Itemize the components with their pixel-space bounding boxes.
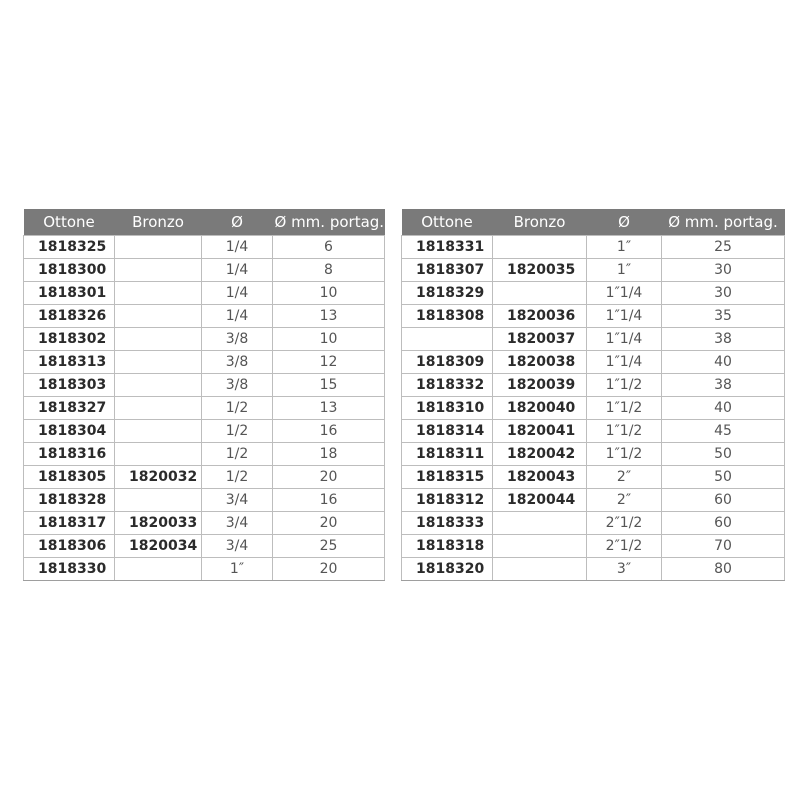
mm-portag-cell: 8 [273, 259, 385, 282]
ottone-code-cell: 1818320 [402, 558, 493, 581]
diameter-cell: 1/4 [202, 282, 273, 305]
ottone-code-cell: 1818307 [402, 259, 493, 282]
mm-portag-cell: 20 [273, 512, 385, 535]
table-row [24, 305, 385, 328]
diameter-cell: 1″1/4 [587, 328, 662, 351]
mm-portag-cell: 45 [662, 420, 785, 443]
table-row [24, 397, 385, 420]
mm-portag-cell: 30 [662, 282, 785, 305]
diameter-cell: 1/2 [202, 420, 273, 443]
table-row [402, 374, 785, 397]
ottone-code-cell: 1818332 [402, 374, 493, 397]
header-bronzo: Bronzo [493, 209, 587, 236]
header-ottone: Ottone [402, 209, 493, 236]
ottone-code-cell: 1818327 [24, 397, 115, 420]
ottone-code-cell: 1818333 [402, 512, 493, 535]
mm-portag-cell: 15 [273, 374, 385, 397]
bronzo-code-cell [115, 236, 202, 259]
table-row [24, 443, 385, 466]
bronzo-code-cell [115, 259, 202, 282]
right-table-body [402, 236, 785, 581]
mm-portag-cell: 50 [662, 466, 785, 489]
mm-portag-cell: 80 [662, 558, 785, 581]
table-row [24, 420, 385, 443]
bronzo-code-cell: 1820044 [493, 489, 587, 512]
ottone-code-cell: 1818312 [402, 489, 493, 512]
table-row [402, 328, 785, 351]
ottone-code-cell: 1818305 [24, 466, 115, 489]
bronzo-code-cell [493, 535, 587, 558]
ottone-code-cell: 1818314 [402, 420, 493, 443]
bronzo-code-cell [493, 558, 587, 581]
mm-portag-cell: 18 [273, 443, 385, 466]
table-row [402, 397, 785, 420]
ottone-code-cell: 1818317 [24, 512, 115, 535]
mm-portag-cell: 30 [662, 259, 785, 282]
ottone-code-cell: 1818330 [24, 558, 115, 581]
bronzo-code-cell: 1820043 [493, 466, 587, 489]
diameter-cell: 3/4 [202, 535, 273, 558]
mm-portag-cell: 40 [662, 351, 785, 374]
diameter-cell: 1/4 [202, 305, 273, 328]
table-row [24, 489, 385, 512]
bronzo-code-cell [115, 489, 202, 512]
table-row [402, 558, 785, 581]
table-row [402, 489, 785, 512]
ottone-code-cell: 1818308 [402, 305, 493, 328]
mm-portag-cell: 38 [662, 374, 785, 397]
diameter-cell: 1/2 [202, 397, 273, 420]
table-row [402, 420, 785, 443]
mm-portag-cell: 60 [662, 489, 785, 512]
mm-portag-cell: 16 [273, 420, 385, 443]
header-bronzo: Bronzo [115, 209, 202, 236]
ottone-code-cell [402, 328, 493, 351]
left-table-body [24, 236, 385, 581]
table-row [24, 466, 385, 489]
ottone-code-cell: 1818316 [24, 443, 115, 466]
mm-portag-cell: 70 [662, 535, 785, 558]
table-row [24, 282, 385, 305]
bronzo-code-cell [115, 328, 202, 351]
diameter-cell: 1″1/4 [587, 305, 662, 328]
bronzo-code-cell: 1820037 [493, 328, 587, 351]
mm-portag-cell: 35 [662, 305, 785, 328]
diameter-cell: 3/8 [202, 328, 273, 351]
diameter-cell: 3/4 [202, 512, 273, 535]
bronzo-code-cell: 1820034 [115, 535, 202, 558]
mm-portag-cell: 50 [662, 443, 785, 466]
diameter-cell: 1/4 [202, 236, 273, 259]
diameter-cell: 1″ [202, 558, 273, 581]
table-row [24, 535, 385, 558]
mm-portag-cell: 12 [273, 351, 385, 374]
ottone-code-cell: 1818331 [402, 236, 493, 259]
table-row [402, 259, 785, 282]
ottone-code-cell: 1818318 [402, 535, 493, 558]
left-spec-table [23, 209, 385, 581]
bronzo-code-cell [493, 282, 587, 305]
ottone-code-cell: 1818311 [402, 443, 493, 466]
diameter-cell: 1″1/2 [587, 443, 662, 466]
diameter-cell: 2″ [587, 466, 662, 489]
diameter-cell: 1/2 [202, 466, 273, 489]
ottone-code-cell: 1818304 [24, 420, 115, 443]
header-mm-portag: Ø mm. portag. [662, 209, 785, 236]
bronzo-code-cell [115, 420, 202, 443]
bronzo-code-cell: 1820039 [493, 374, 587, 397]
ottone-code-cell: 1818303 [24, 374, 115, 397]
bronzo-code-cell: 1820035 [493, 259, 587, 282]
ottone-code-cell: 1818328 [24, 489, 115, 512]
bronzo-code-cell [115, 443, 202, 466]
ottone-code-cell: 1818325 [24, 236, 115, 259]
bronzo-code-cell: 1820041 [493, 420, 587, 443]
bronzo-code-cell [115, 282, 202, 305]
table-row [402, 282, 785, 305]
diameter-cell: 3/8 [202, 374, 273, 397]
mm-portag-cell: 25 [662, 236, 785, 259]
bronzo-code-cell: 1820036 [493, 305, 587, 328]
diameter-cell: 2″1/2 [587, 535, 662, 558]
mm-portag-cell: 13 [273, 397, 385, 420]
diameter-cell: 2″ [587, 489, 662, 512]
header-ottone: Ottone [24, 209, 115, 236]
ottone-code-cell: 1818309 [402, 351, 493, 374]
header-mm-portag: Ø mm. portag. [273, 209, 385, 236]
diameter-cell: 1″1/2 [587, 397, 662, 420]
diameter-cell: 2″1/2 [587, 512, 662, 535]
bronzo-code-cell [493, 512, 587, 535]
mm-portag-cell: 25 [273, 535, 385, 558]
ottone-code-cell: 1818302 [24, 328, 115, 351]
ottone-code-cell: 1818315 [402, 466, 493, 489]
right-spec-table [401, 209, 785, 581]
mm-portag-cell: 16 [273, 489, 385, 512]
table-row [24, 236, 385, 259]
diameter-cell: 1″1/4 [587, 351, 662, 374]
diameter-cell: 1″ [587, 236, 662, 259]
table-row [402, 512, 785, 535]
table-row [24, 259, 385, 282]
table-row [24, 558, 385, 581]
table-row [24, 351, 385, 374]
table-row [402, 466, 785, 489]
ottone-code-cell: 1818300 [24, 259, 115, 282]
header-diameter: Ø [202, 209, 273, 236]
diameter-cell: 1/4 [202, 259, 273, 282]
mm-portag-cell: 60 [662, 512, 785, 535]
header-diameter: Ø [587, 209, 662, 236]
bronzo-code-cell: 1820040 [493, 397, 587, 420]
ottone-code-cell: 1818313 [24, 351, 115, 374]
mm-portag-cell: 40 [662, 397, 785, 420]
bronzo-code-cell: 1820038 [493, 351, 587, 374]
mm-portag-cell: 10 [273, 282, 385, 305]
ottone-code-cell: 1818310 [402, 397, 493, 420]
diameter-cell: 1″1/2 [587, 374, 662, 397]
diameter-cell: 1″1/2 [587, 420, 662, 443]
bronzo-code-cell [115, 305, 202, 328]
mm-portag-cell: 20 [273, 558, 385, 581]
mm-portag-cell: 6 [273, 236, 385, 259]
mm-portag-cell: 20 [273, 466, 385, 489]
bronzo-code-cell: 1820032 [115, 466, 202, 489]
diameter-cell: 1″ [587, 259, 662, 282]
ottone-code-cell: 1818326 [24, 305, 115, 328]
table-header-row [24, 209, 385, 236]
diameter-cell: 3/8 [202, 351, 273, 374]
mm-portag-cell: 10 [273, 328, 385, 351]
bronzo-code-cell: 1820033 [115, 512, 202, 535]
diameter-cell: 3″ [587, 558, 662, 581]
diameter-cell: 1/2 [202, 443, 273, 466]
diameter-cell: 1″1/4 [587, 282, 662, 305]
table-row [402, 351, 785, 374]
bronzo-code-cell [115, 374, 202, 397]
mm-portag-cell: 38 [662, 328, 785, 351]
mm-portag-cell: 13 [273, 305, 385, 328]
bronzo-code-cell: 1820042 [493, 443, 587, 466]
ottone-code-cell: 1818306 [24, 535, 115, 558]
table-row [24, 374, 385, 397]
table-header-row [402, 209, 785, 236]
table-row [402, 443, 785, 466]
table-row [24, 512, 385, 535]
ottone-code-cell: 1818329 [402, 282, 493, 305]
table-row [402, 535, 785, 558]
bronzo-code-cell [493, 236, 587, 259]
table-row [402, 236, 785, 259]
table-row [24, 328, 385, 351]
bronzo-code-cell [115, 397, 202, 420]
ottone-code-cell: 1818301 [24, 282, 115, 305]
diameter-cell: 3/4 [202, 489, 273, 512]
bronzo-code-cell [115, 351, 202, 374]
table-row [402, 305, 785, 328]
bronzo-code-cell [115, 558, 202, 581]
